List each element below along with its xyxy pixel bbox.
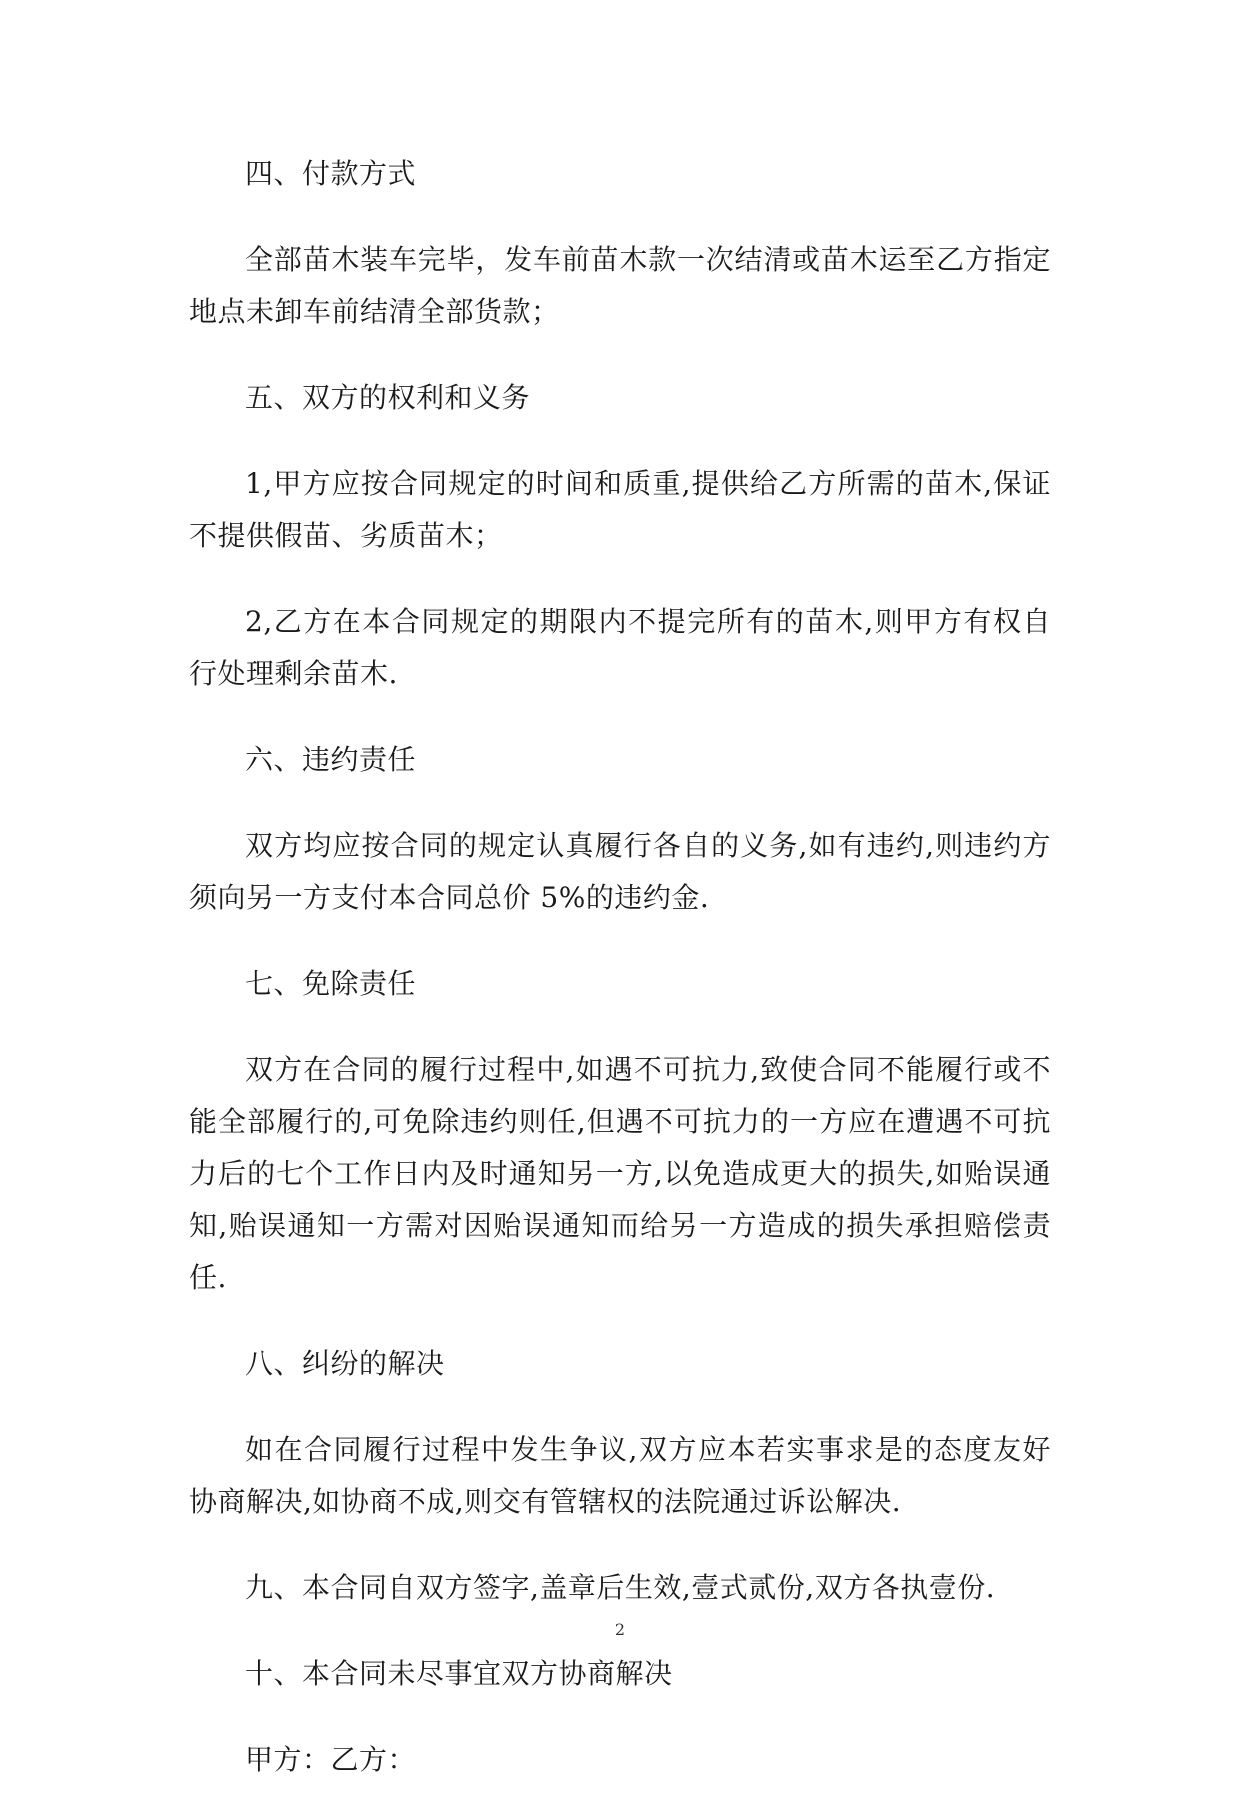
section-heading-dispute-resolution: 八、纠纷的解决 (245, 1347, 445, 1380)
paragraph-force-majeure: 双方在合同的履行过程中,如遇不可抗力,致使合同不能履行或不能全部履行的,可免除违约则任,但遇不可抗力的一方应在遭遇不可抗力后的七个工作日内及时通知另一方,以免造成更大的损失,如贻误通知,贻误通知一方需对因贻误通知而给另一方造成的损失承担赔偿责任. (189, 1053, 1051, 1294)
section-heading-breach-liability: 六、违约责任 (245, 743, 417, 776)
section-heading-exemption: 七、免除责任 (245, 967, 417, 1000)
paragraph-party-b-obligation: 2,乙方在本合同规定的期限内不提完所有的苗木,则甲方有权自行处理剩余苗木. (189, 605, 1051, 690)
paragraph-effectiveness: 九、本合同自双方签字,盖章后生效,壹式贰份,双方各执壹份. (245, 1571, 996, 1604)
paragraph-breach-penalty: 双方均应按合同的规定认真履行各自的义务,如有违约,则违约方须向另一方支付本合同总价 5%的违约金. (189, 829, 1051, 914)
page-number: 2 (614, 1620, 626, 1639)
paragraph-unresolved-matters: 十、本合同未尽事宜双方协商解决 (245, 1657, 673, 1690)
paragraph-party-a-obligation: 1,甲方应按合同规定的时间和质重,提供给乙方所需的苗木,保证不提供假苗、劣质苗木； (189, 467, 1051, 552)
document-body (189, 148, 1051, 1820)
paragraph-payment-terms: 全部苗木装车完毕，发车前苗木款一次结清或苗木运至乙方指定地点未卸车前结清全部货款； (189, 243, 1051, 328)
section-heading-payment: 四、付款方式 (245, 157, 417, 190)
signature-line: 甲方：乙方： (245, 1743, 417, 1776)
section-heading-rights-obligations: 五、双方的权利和义务 (245, 381, 531, 414)
paragraph-dispute-resolution: 如在合同履行过程中发生争议,双方应本若实事求是的态度友好协商解决,如协商不成,则交有管辖权的法院通过诉讼解决. (189, 1433, 1051, 1518)
